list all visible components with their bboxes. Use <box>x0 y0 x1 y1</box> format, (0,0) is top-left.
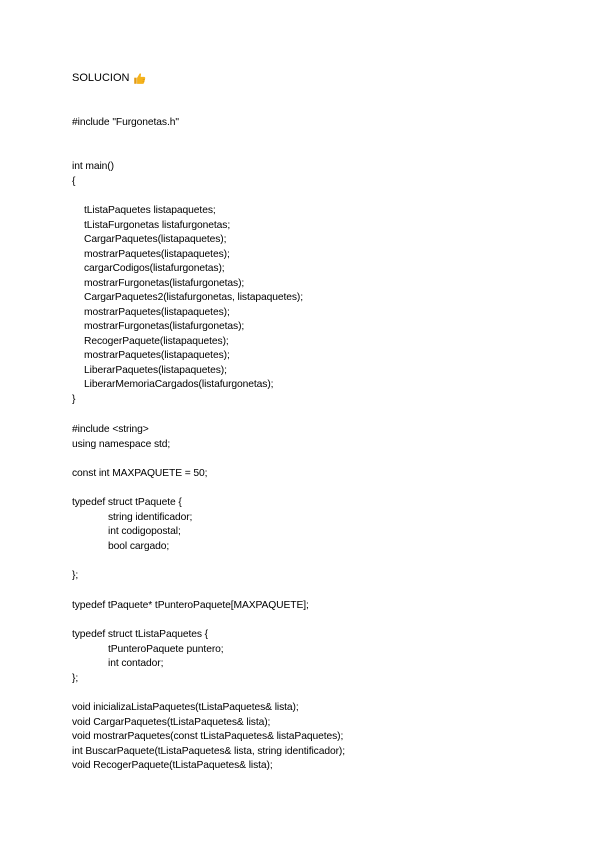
code-line: tListaPaquetes listapaquetes; <box>84 205 216 216</box>
main-open-brace: { <box>72 176 76 187</box>
struct-lista-close-line: }; <box>72 672 79 684</box>
code-line: tListaFurgonetas listafurgonetas; <box>84 219 231 231</box>
main-signature-line: int main() <box>72 161 114 172</box>
code-line: RecogerPaquete(listapaquetes); <box>84 335 229 347</box>
struct-paquete-close-line: }; <box>72 570 79 581</box>
struct-field-line: int contador; <box>108 658 164 669</box>
code-line: mostrarFurgonetas(listafurgonetas); <box>84 321 245 332</box>
struct-field-line: bool cargado; <box>108 540 170 552</box>
code-line: mostrarPaquetes(listapaquetes); <box>84 350 230 361</box>
code-line: CargarPaquetes(listapaquetes); <box>84 234 227 245</box>
thumbs-up-icon <box>133 72 146 85</box>
main-close-brace: } <box>72 394 76 405</box>
prototype-line: void inicializaListaPaquetes(tListaPaquetes& lista); <box>72 702 299 713</box>
prototype-line: void mostrarPaquetes(const tListaPaquetes& listaPaquetes); <box>72 731 344 742</box>
struct-field-line: tPunteroPaquete puntero; <box>108 643 224 655</box>
struct-field-line: int codigopostal; <box>108 526 181 537</box>
heading-text: SOLUCION <box>72 72 130 84</box>
struct-field-line: string identificador; <box>108 511 193 523</box>
code-line: cargarCodigos(listafurgonetas); <box>84 263 225 274</box>
const-declaration-line: const int MAXPAQUETE = 50; <box>72 467 208 479</box>
prototype-line: int BuscarPaquete(tListaPaquetes& lista, string identificador); <box>72 745 346 757</box>
struct-lista-open-line: typedef struct tListaPaquetes { <box>72 629 208 640</box>
include-string-line: #include <string> <box>72 424 149 435</box>
code-line: CargarPaquetes2(listafurgonetas, listapaquetes); <box>84 292 304 303</box>
code-line: mostrarFurgonetas(listafurgonetas); <box>84 277 245 289</box>
code-line: LiberarMemoriaCargados(listafurgonetas); <box>84 379 274 390</box>
prototype-line: void RecogerPaquete(tListaPaquetes& lista); <box>72 760 273 771</box>
code-line: mostrarPaquetes(listapaquetes); <box>84 306 230 318</box>
code-line: LiberarPaquetes(listapaquetes); <box>84 364 227 376</box>
using-namespace-line: using namespace std; <box>72 438 171 450</box>
prototype-line: void CargarPaquetes(tListaPaquetes& lista); <box>72 716 271 728</box>
include-furgonetas-line: #include "Furgonetas.h" <box>72 117 179 128</box>
struct-paquete-open-line: typedef struct tPaquete { <box>72 497 182 508</box>
typedef-puntero-line: typedef tPaquete* tPunteroPaquete[MAXPAQUETE]; <box>72 599 309 611</box>
heading-line <box>72 70 146 86</box>
code-line: mostrarPaquetes(listapaquetes); <box>84 248 230 260</box>
